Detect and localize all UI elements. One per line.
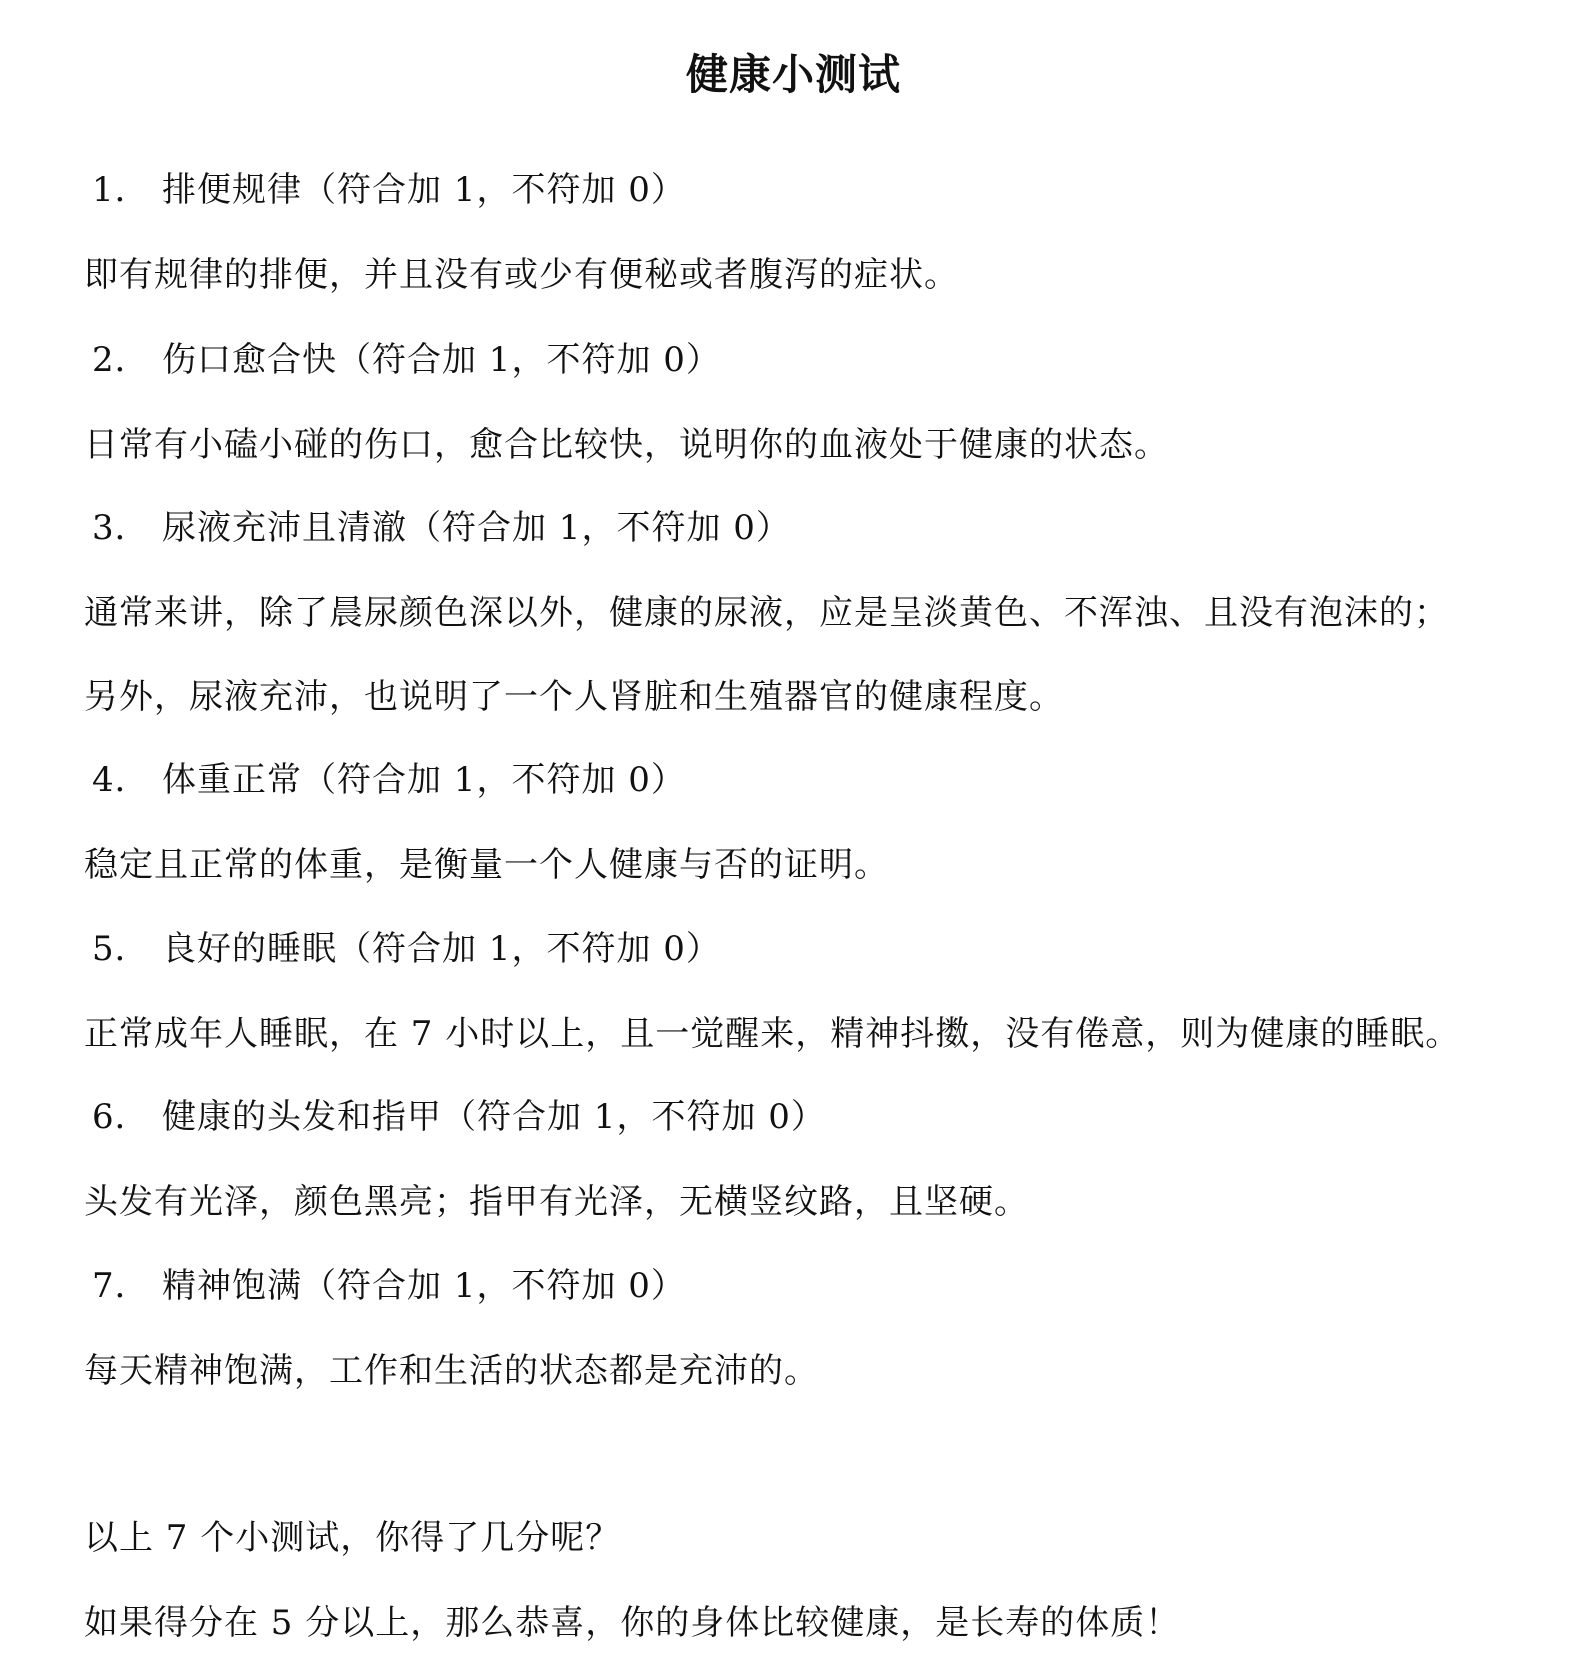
section-heading [92, 760, 686, 801]
section-heading-text: 排便规律（符合加 1，不符加 0） [162, 170, 686, 210]
section-heading [92, 1266, 686, 1307]
section-heading [92, 929, 721, 970]
section-description: 通常来讲，除了晨尿颜色深以外，健康的尿液，应是呈淡黄色、不浑浊、且没有泡沫的； [84, 593, 1449, 633]
summary-question: 以上 7 个小测试，你得了几分呢？ [84, 1518, 621, 1558]
section-description: 头发有光泽，颜色黑亮；指甲有光泽，无横竖纹路，且坚硬。 [84, 1182, 1029, 1222]
section-number: 1． [92, 170, 150, 210]
section-heading [92, 508, 791, 549]
section-number: 3． [92, 508, 150, 548]
section-description: 稳定且正常的体重，是衡量一个人健康与否的证明。 [84, 845, 889, 885]
section-heading-text: 体重正常（符合加 1，不符加 0） [162, 760, 686, 800]
section-number: 6． [92, 1097, 150, 1137]
section-heading-text: 伤口愈合快（符合加 1，不符加 0） [162, 340, 721, 380]
section-number: 5． [92, 929, 150, 969]
section-number: 2． [92, 340, 150, 380]
section-description: 每天精神饱满，工作和生活的状态都是充沛的。 [84, 1351, 819, 1391]
section-heading [92, 1097, 826, 1138]
section-description: 正常成年人睡眠，在 7 小时以上，且一觉醒来，精神抖擞，没有倦意，则为健康的睡眠。 [84, 1014, 1461, 1054]
section-heading-text: 精神饱满（符合加 1，不符加 0） [162, 1266, 686, 1306]
document-title: 健康小测试 [685, 50, 901, 99]
section-heading [92, 340, 721, 381]
section-heading [92, 170, 686, 211]
summary-result: 如果得分在 5 分以上，那么恭喜，你的身体比较健康，是长寿的体质！ [84, 1603, 1181, 1643]
section-heading-text: 良好的睡眠（符合加 1，不符加 0） [162, 929, 721, 969]
section-description: 日常有小磕小碰的伤口，愈合比较快，说明你的血液处于健康的状态。 [84, 425, 1169, 465]
section-description: 即有规律的排便，并且没有或少有便秘或者腹泻的症状。 [84, 255, 959, 295]
section-number: 4． [92, 760, 150, 800]
section-number: 7． [92, 1266, 150, 1306]
section-heading-text: 健康的头发和指甲（符合加 1，不符加 0） [162, 1097, 826, 1137]
section-description: 另外，尿液充沛，也说明了一个人肾脏和生殖器官的健康程度。 [84, 677, 1064, 717]
section-heading-text: 尿液充沛且清澈（符合加 1，不符加 0） [162, 508, 791, 548]
